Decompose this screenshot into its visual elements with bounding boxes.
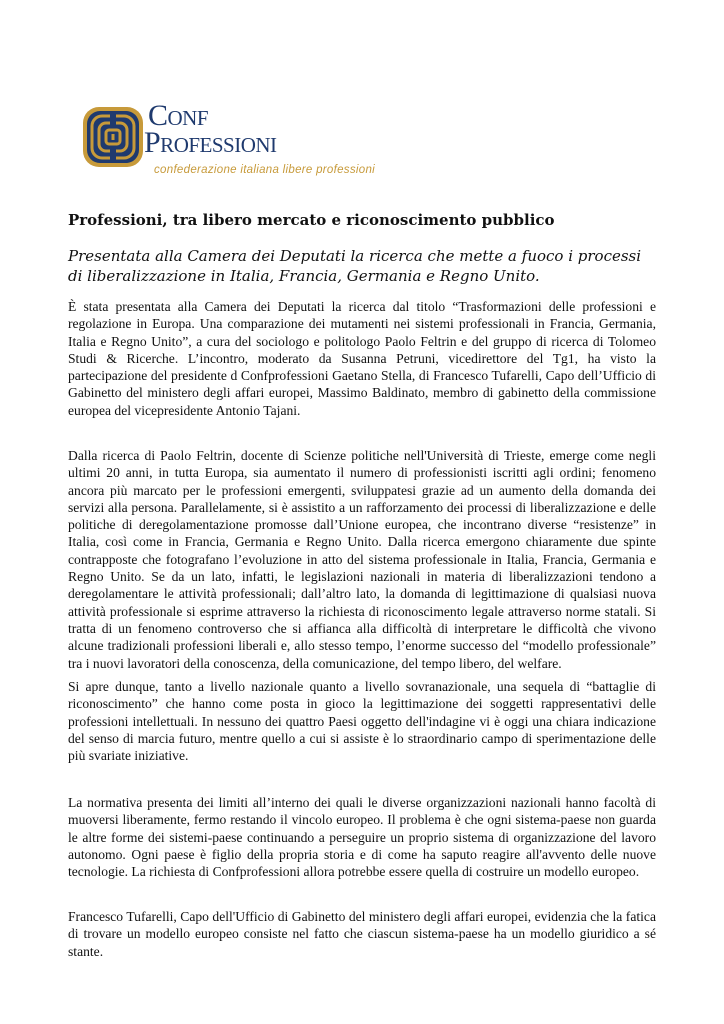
document-subtitle: Presentata alla Camera dei Deputati la ricerca che mette a fuoco i processi di liberalizzazione in Italia, Francia, Germania e Regno Unito. [68, 247, 642, 285]
confprofessioni-logo [82, 99, 376, 182]
logo-word-line2: Professioni [144, 126, 277, 159]
paragraph-5: Francesco Tufarelli, Capo dell'Ufficio di Gabinetto del ministero degli affari europei, evidenzia che la fatica di trovare un modello europeo consiste nel fatto che ciascun sistema-paese ha un modello giuridico a sé stante. [68, 909, 656, 959]
logo-wordmark [144, 99, 277, 159]
labyrinth-emblem-icon [82, 106, 144, 168]
paragraph-1: È stata presentata alla Camera dei Deputati la ricerca dal titolo “Trasformazioni delle professioni e regolazione in Europa. Una comparazione dei mutamenti nei sistemi professionali in Francia, Germania, Italia e Regno Unito”, a cura del sociologo e politologo Paolo Feltrin e del gruppo di ricerca di Tolomeo Studi & Ricerche. L’incontro, moderato da Susanna Petruni, vicedirettore del Tg1, ha visto la partecipazione del presidente d Confprofessioni Gaetano Stella, di Francesco Tufarelli, Capo dell’Ufficio di Gabinetto del ministero degli affari europei, Massimo Baldinato, membro di gabinetto della commissione europea del vicepresidente Antonio Tajani. [68, 299, 656, 418]
paragraph-4: La normativa presenta dei limiti all’interno dei quali le diverse organizzazioni nazionali hanno facoltà di muoversi liberamente, fermo restando il vincolo europeo. Il problema è che ogni sistema-paese non guarda le altre forme dei sistemi-paese continuando a perseguire un proprio sistema di organizzazione del lavoro autonomo. Ogni paese è figlio della propria storia e di come ha saputo reagire all'avvento delle nuove tecnologie. La richiesta di Confprofessioni allora potrebbe essere quella di costruire un modello europeo. [68, 795, 656, 880]
paragraph-2: Dalla ricerca di Paolo Feltrin, docente di Scienze politiche nell'Università di Trieste, emerge come negli ultimi 20 anni, in tutta Europa, sia aumentato il numero di professionisti iscritti agli ordini; fenomeno ancora più marcato per le professioni emergenti, sviluppatesi grazie ad un aumento della domanda dei servizi alla persona. Parallelamente, si è assistito a un rafforzamento dei processi di liberalizzazione e delle politiche di deregolamentazione promosse dall’Unione europea, che incontrano diverse “resistenze” in Italia, così come in Francia, Germania e Regno Unito. Dalla ricerca emergono chiaramente due spinte contrapposte che fotografano l’evoluzione in atto del sistema professionale in Italia, Francia, Germania e Regno Unito. Se da un lato, infatti, le legislazioni nazionali in materia di liberalizzazioni tendono a deregolamentare le attività professionali; dall’altro lato, la domanda di legittimazione di qualsiasi nuova attività professionale si esprime attraverso la richiesta di riconoscimento legale attraverso norme statali. Si tratta di un fenomeno controverso che si affianca alla difficoltà di interpretare le difficoltà che vivono alcune tradizionali professioni liberali e, allo stesso tempo, l’enorme successo del “modello professionale” tra i nuovi lavoratori della conoscenza, della comunicazione, del tempo libero, del welfare. [68, 448, 656, 671]
paragraph-3: Si apre dunque, tanto a livello nazionale quanto a livello sovranazionale, una sequela di “battaglie di riconoscimento” che hanno come posta in gioco la legittimazione dei soggetti rappresentativi delle professioni intellettuali. In nessuno dei quattro Paesi oggetto dell'indagine vi è oggi una chiara indicazione del senso di marcia futuro, mentre quello a cui si assiste è lo straordinario campo di sperimentazione delle più svariate iniziative. [68, 679, 656, 764]
logo-word-line1: Conf [148, 99, 209, 132]
logo-tagline: confederazione italiana libere professioni [154, 164, 376, 176]
document-title: Professioni, tra libero mercato e riconoscimento pubblico [68, 211, 555, 229]
